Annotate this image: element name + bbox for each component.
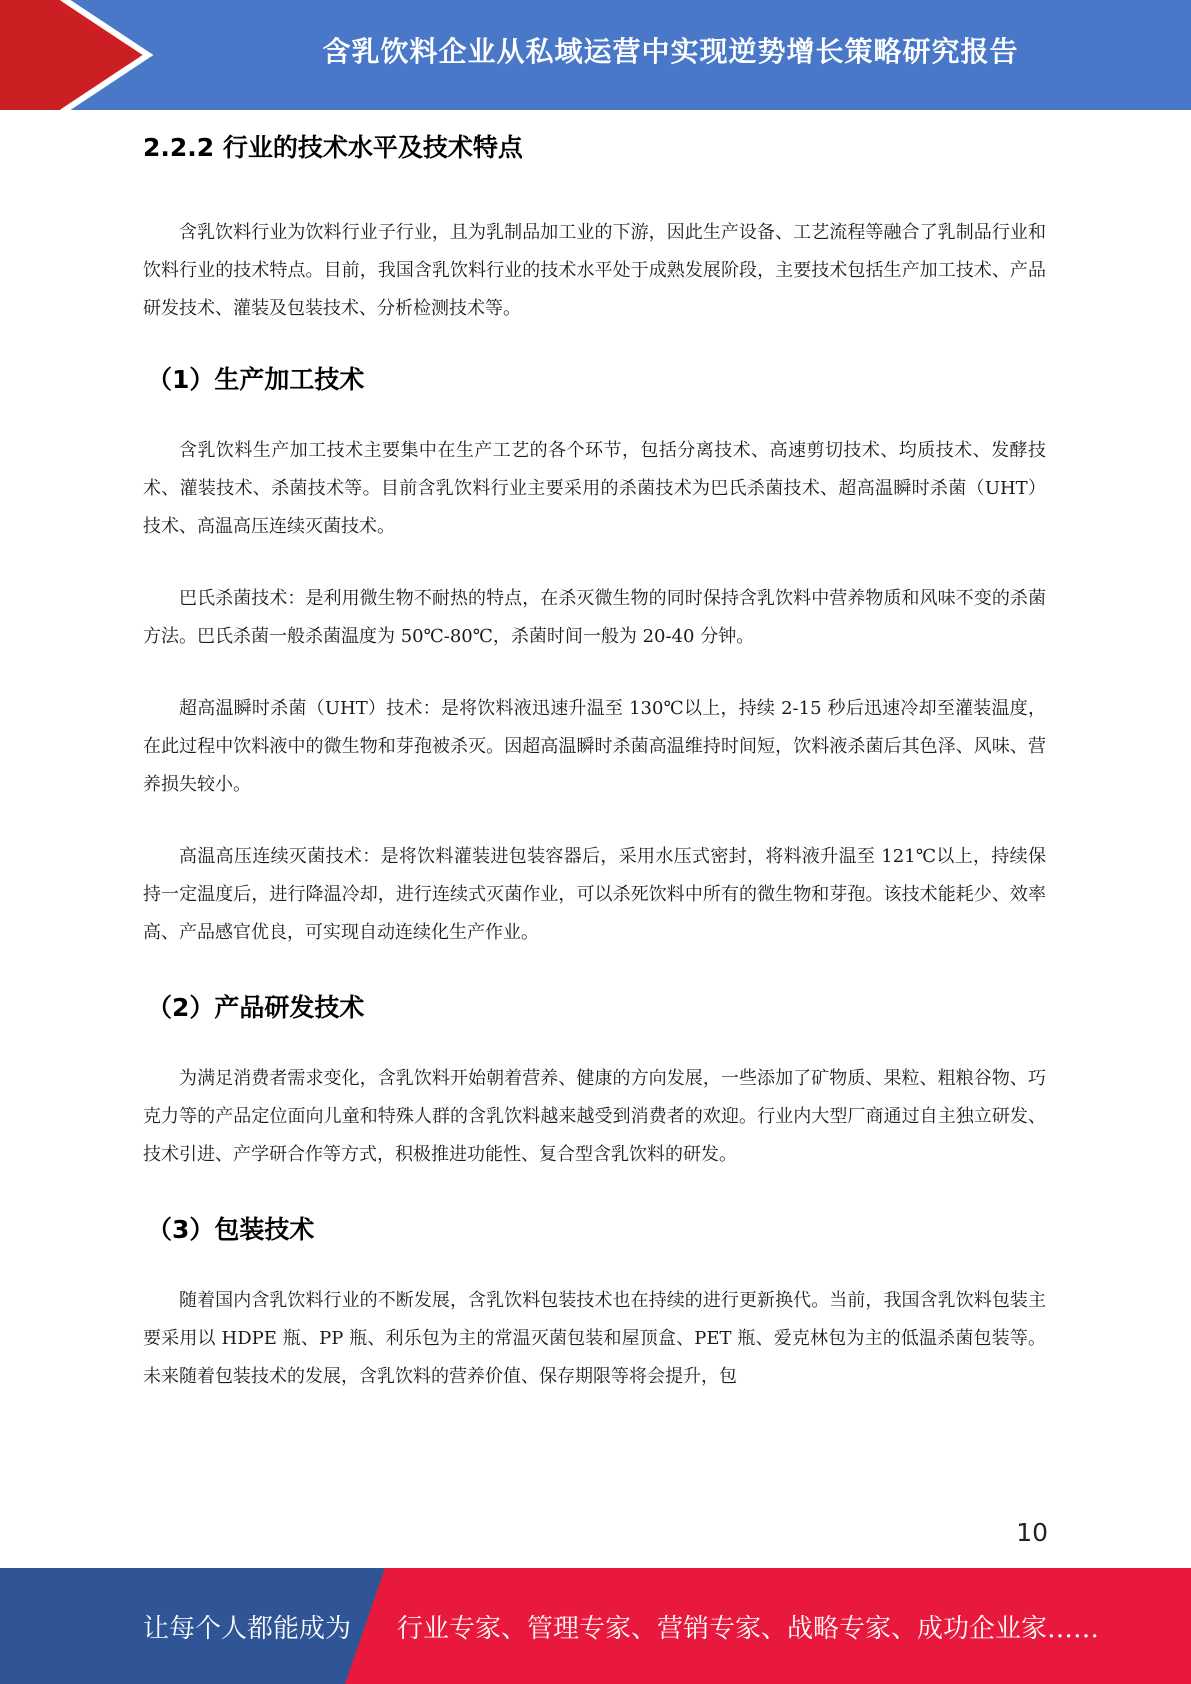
page-content [143, 126, 1046, 1396]
footer-slogan-right: 行业专家、管理专家、营销专家、战略专家、成功企业家…… [397, 1613, 1100, 1644]
paragraph-packaging: 随着国内含乳饮料行业的不断发展，含乳饮料包装技术也在持续的进行更新换代。当前，我国含乳饮料包装主要采用以 HDPE 瓶、PP 瓶、利乐包为主的常温灭菌包装和屋顶盒、PET 瓶、爱克林包为主的低温杀菌包装等。未来随着包装技术的发展，含乳饮料的营养价值、保存期限等将会提升，包 [143, 1290, 1046, 1387]
paragraph-pasteurization: 巴氏杀菌技术：是利用微生物不耐热的特点，在杀灭微生物的同时保持含乳饮料中营养物质和风味不变的杀菌方法。巴氏杀菌一般杀菌温度为 50℃-80℃，杀菌时间一般为 20-40 分钟。 [143, 588, 1046, 647]
report-title: 含乳饮料企业从私域运营中实现逆势增长策略研究报告 [322, 35, 1019, 68]
paragraph-uht: 超高温瞬时杀菌（UHT）技术：是将饮料液迅速升温至 130℃以上，持续 2-15 秒后迅速冷却至灌装温度，在此过程中饮料液中的微生物和芽孢被杀灭。因超高温瞬时杀菌高温维持时间短，饮料液杀菌后其色泽、风味、营养损失较小。 [143, 698, 1046, 795]
paragraph-continuous-sterilization: 高温高压连续灭菌技术：是将饮料灌装进包装容器后，采用水压式密封，将料液升温至 121℃以上，持续保持一定温度后，进行降温冷却，进行连续式灭菌作业，可以杀死饮料中所有的微生物和芽孢。该技术能耗少、效率高、产品感官优良，可实现自动连续化生产作业。 [143, 846, 1046, 943]
subsection-heading-rnd: （2）产品研发技术 [147, 993, 365, 1022]
paragraph-rnd: 为满足消费者需求变化，含乳饮料开始朝着营养、健康的方向发展，一些添加了矿物质、果粒、粗粮谷物、巧克力等的产品定位面向儿童和特殊人群的含乳饮料越来越受到消费者的欢迎。行业内大型厂商通过自主独立研发、技术引进、产学研合作等方式，积极推进功能性、复合型含乳饮料的研发。 [143, 1068, 1046, 1165]
section-heading: 2.2.2 行业的技术水平及技术特点 [143, 133, 523, 162]
paragraph-production-overview: 含乳饮料生产加工技术主要集中在生产工艺的各个环节，包括分离技术、高速剪切技术、均质技术、发酵技术、灌装技术、杀菌技术等。目前含乳饮料行业主要采用的杀菌技术为巴氏杀菌技术、超高温瞬时杀菌（UHT）技术、高温高压连续灭菌技术。 [143, 440, 1046, 537]
page-number: 10 [1016, 1518, 1048, 1547]
page-header [0, 0, 1191, 110]
subsection-heading-production: （1）生产加工技术 [147, 365, 365, 394]
subsection-heading-packaging: （3）包装技术 [147, 1215, 315, 1244]
footer-slogan-left: 让每个人都能成为 [143, 1613, 352, 1644]
section-intro-paragraph: 含乳饮料行业为饮料行业子行业，且为乳制品加工业的下游，因此生产设备、工艺流程等融合了乳制品行业和饮料行业的技术特点。目前，我国含乳饮料行业的技术水平处于成熟发展阶段，主要技术包括生产加工技术、产品研发技术、灌装及包装技术、分析检测技术等。 [143, 222, 1046, 319]
page-footer [0, 1568, 1191, 1684]
